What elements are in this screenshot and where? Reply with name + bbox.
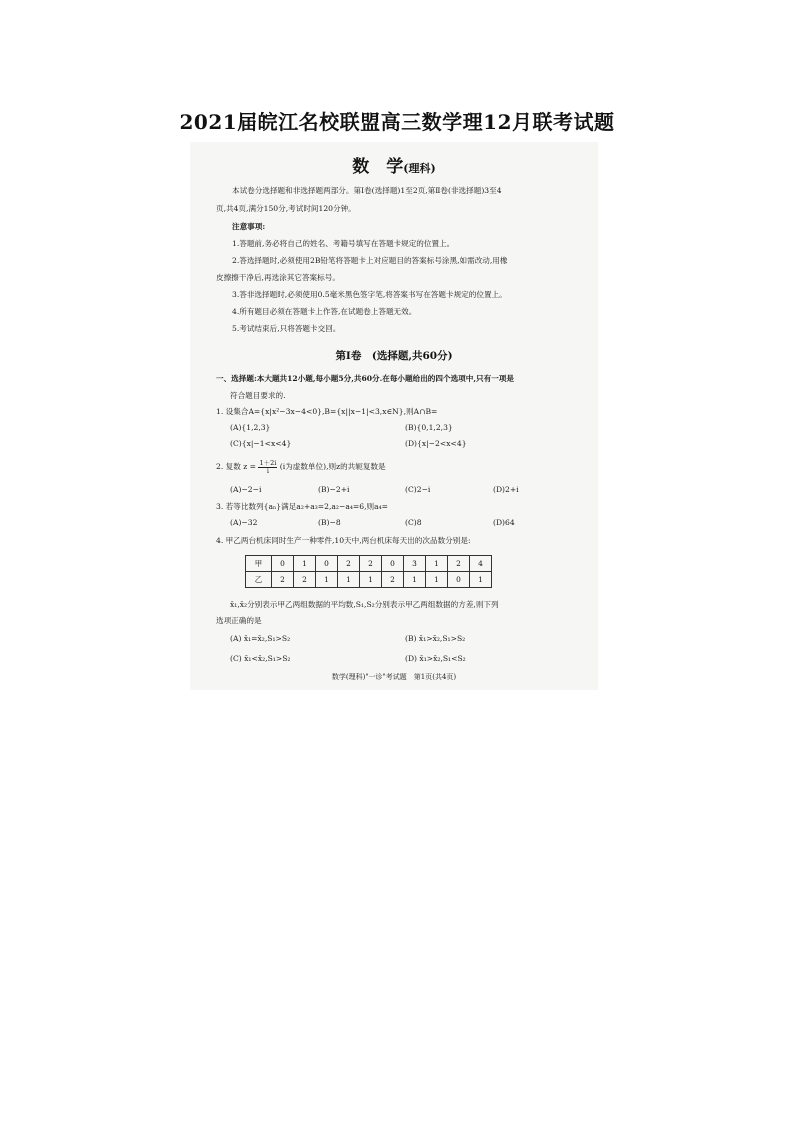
fraction-denominator: i	[266, 466, 269, 475]
table-cell: 2	[294, 572, 316, 588]
table-cell: 2	[338, 556, 360, 572]
question-3-option-a: (A)−32	[230, 518, 258, 527]
question-3-stem: 3. 若等比数列{aₙ}满足a₂+a₃=2,a₂−a₄=6,则a₄=	[216, 502, 389, 511]
question-2-fraction	[258, 460, 277, 475]
table-cell: 3	[404, 556, 426, 572]
row-label-jia: 甲	[246, 556, 272, 572]
question-4-option-a: (A) x̄₁=x̄₂,S₁>S₂	[230, 634, 291, 643]
table-row	[246, 572, 492, 588]
table-cell: 0	[448, 572, 470, 588]
question-2-option-a: (A)−2−i	[230, 485, 262, 494]
table-cell: 1	[360, 572, 382, 588]
table-cell: 2	[448, 556, 470, 572]
intro-line-1: 本试卷分选择题和非选择题两部分。第Ⅰ卷(选择题)1至2页,第Ⅱ卷(非选择题)3至4	[232, 186, 502, 195]
question-1-option-d: (D){x|−2<x<4}	[405, 439, 467, 448]
table-cell: 1	[404, 572, 426, 588]
question-4-explanation-2: 选项正确的是	[216, 616, 262, 625]
table-cell: 2	[272, 572, 294, 588]
table-cell: 1	[316, 572, 338, 588]
question-4-explanation-1: x̄₁,x̄₂分别表示甲乙两组数据的平均数,S₁,S₂分别表示甲乙两组数据的方差,则下列	[230, 600, 499, 609]
document-title: 2021届皖江名校联盟高三数学理12月联考试题	[179, 110, 615, 134]
question-2-stem	[216, 459, 386, 475]
table-row	[246, 556, 492, 572]
question-2-suffix: (i为虚数单位),则z的共轭复数是	[279, 462, 386, 471]
question-2-option-c: (C)2−i	[405, 485, 431, 494]
note-item: 皮擦擦干净后,再选涂其它答案标号。	[216, 273, 340, 282]
question-4-option-d: (D) x̄₁>x̄₂,S₁<S₂	[405, 654, 466, 663]
table-cell: 2	[382, 572, 404, 588]
question-2-option-d: (D)2+i	[493, 485, 519, 494]
table-cell: 4	[470, 556, 492, 572]
question-1-stem: 1. 设集合A={x|x²−3x−4<0},B={x||x−1|<3,x∈N},则A∩B=	[216, 407, 438, 416]
question-3-option-d: (D)64	[493, 518, 515, 527]
section-title: 第Ⅰ卷 (选择题,共60分)	[335, 350, 453, 362]
table-cell: 0	[316, 556, 338, 572]
scanned-exam-page	[190, 142, 598, 690]
notes-title: 注意事项:	[232, 222, 266, 231]
table-cell: 0	[382, 556, 404, 572]
subject-name: 数 学	[352, 157, 404, 177]
question-1-option-a: (A){1,2,3}	[230, 423, 271, 432]
table-cell: 1	[426, 572, 448, 588]
intro-line-2: 页,共4页,满分150分,考试时间120分钟。	[216, 204, 356, 213]
subject-note: (理科)	[403, 162, 436, 175]
question-2-option-b: (B)−2+i	[318, 485, 350, 494]
part-intro-line-2: 符合题目要求的.	[230, 391, 286, 400]
question-3-option-c: (C)8	[405, 518, 422, 527]
exam-subject-heading	[190, 152, 598, 177]
table-cell: 1	[426, 556, 448, 572]
note-item: 5.考试结束后,只将答题卡交回。	[232, 324, 341, 333]
fraction-numerator: 1＋2i	[259, 458, 277, 467]
note-item: 4.所有题目必须在答题卡上作答,在试题卷上答题无效。	[232, 307, 417, 316]
question-2-prefix: 2. 复数 z =	[216, 462, 257, 471]
page-footer: 数学(理科)"一诊"考试题 第1页(共4页)	[331, 673, 457, 681]
table-cell: 1	[294, 556, 316, 572]
question-4-option-b: (B) x̄₁>x̄₂,S₁>S₂	[405, 634, 466, 643]
question-4-option-c: (C) x̄₁<x̄₂,S₁>S₂	[230, 654, 291, 663]
defect-data-table	[245, 555, 492, 588]
question-1-option-c: (C){x|−1<x<4}	[230, 439, 292, 448]
table-cell: 2	[360, 556, 382, 572]
note-item: 3.答非选择题时,必须使用0.5毫米黑色签字笔,将答案书写在答题卡规定的位置上。	[232, 290, 507, 299]
part-intro-line-1: 一、选择题:本大题共12小题,每小题5分,共60分.在每小题给出的四个选项中,只有一项是	[216, 374, 514, 383]
question-4-stem: 4. 甲乙两台机床同时生产一种零件,10天中,两台机床每天出的次品数分别是:	[216, 536, 471, 545]
table-cell: 0	[272, 556, 294, 572]
table-cell: 1	[470, 572, 492, 588]
table-cell: 1	[338, 572, 360, 588]
note-item: 2.答选择题时,必须使用2B铅笔将答题卡上对应题目的答案标号涂黑,如需改动,用橡	[232, 256, 508, 265]
row-label-yi: 乙	[246, 572, 272, 588]
note-item: 1.答题前,务必将自己的姓名、考籍号填写在答题卡规定的位置上。	[232, 239, 455, 248]
question-1-option-b: (B){0,1,2,3}	[405, 423, 453, 432]
question-3-option-b: (B)−8	[318, 518, 341, 527]
